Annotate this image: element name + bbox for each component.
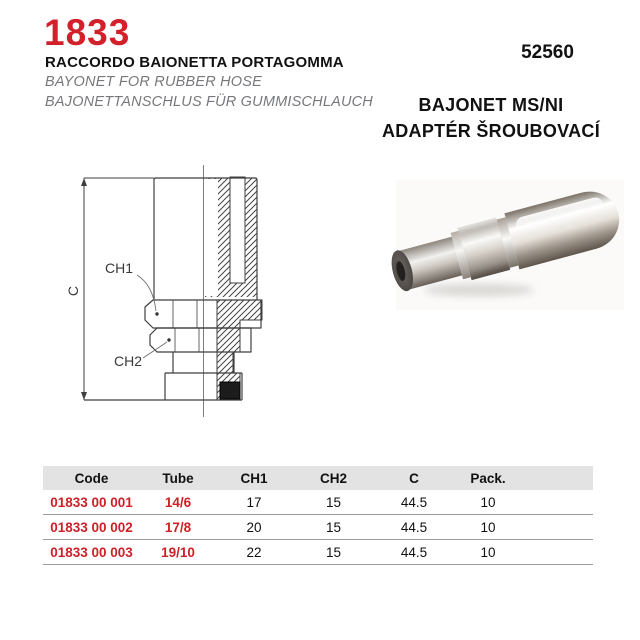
col-header-code: Code [74, 470, 109, 486]
col-header-ch2: CH2 [319, 470, 347, 486]
fitting-tip [396, 237, 462, 291]
cross-section-hatching [204, 177, 262, 400]
cell-pack: 10 [480, 544, 496, 560]
cell-ch2: 15 [325, 519, 342, 535]
cell-tube: 14/6 [164, 494, 192, 510]
fitting-bore-face [388, 248, 417, 293]
technical-drawing [55, 165, 290, 420]
cell-c: 44.5 [400, 494, 428, 510]
cell-code: 01833 00 002 [50, 519, 133, 535]
product-title-czech [360, 92, 622, 144]
dim-c-label: C [65, 285, 81, 297]
product-title-german: BAJONETTANSCHLUS FÜR GUMMISCHLAUCH [45, 94, 373, 110]
dim-ch1-label: CH1 [104, 260, 134, 276]
cell-ch1: 22 [246, 544, 262, 560]
table-body [43, 490, 593, 565]
cell-pack: 10 [480, 519, 496, 535]
cell-ch2: 15 [325, 494, 342, 510]
dimension-ch1 [105, 260, 159, 316]
cell-tube: 17/8 [164, 519, 192, 535]
col-header-c: C [409, 470, 419, 486]
table-row [43, 540, 593, 565]
arrow-bottom-icon [81, 392, 87, 400]
catalog-code-number: 52560 [521, 42, 574, 63]
series-number: 1833 [44, 12, 131, 53]
hex-facet-lines [173, 300, 199, 352]
cell-tube: 19/10 [161, 544, 195, 560]
fitting-bore-hole [393, 259, 407, 282]
product-title-italian: RACCORDO BAIONETTA PORTAGOMMA [45, 54, 344, 71]
seal-section [220, 382, 240, 399]
product-photo [396, 180, 624, 310]
cell-code: 01833 00 001 [50, 494, 133, 510]
table-row [43, 490, 593, 515]
product-title-czech-line1: BAJONET MS/NI [418, 95, 564, 115]
col-header-tube: Tube [162, 470, 194, 486]
cell-c: 44.5 [400, 544, 428, 560]
arrow-top-icon [81, 178, 87, 186]
cell-ch1: 17 [246, 494, 262, 510]
product-title-english: BAYONET FOR RUBBER HOSE [45, 74, 263, 90]
cell-c: 44.5 [400, 519, 428, 535]
dim-ch2-label: CH2 [113, 353, 143, 369]
cell-code: 01833 00 003 [50, 544, 133, 560]
spec-table [43, 466, 593, 565]
cell-ch2: 15 [325, 544, 342, 560]
technical-drawing-svg [55, 165, 290, 420]
col-header-pack: Pack. [470, 470, 506, 486]
product-title-czech-line2: ADAPTÉR ŠROUBOVACÍ [381, 121, 601, 141]
table-header-row [43, 466, 593, 490]
cell-pack: 10 [480, 494, 496, 510]
cell-ch1: 20 [246, 519, 262, 535]
table-row [43, 515, 593, 540]
dimension-ch2 [114, 338, 171, 369]
col-header-ch1: CH1 [240, 470, 268, 486]
